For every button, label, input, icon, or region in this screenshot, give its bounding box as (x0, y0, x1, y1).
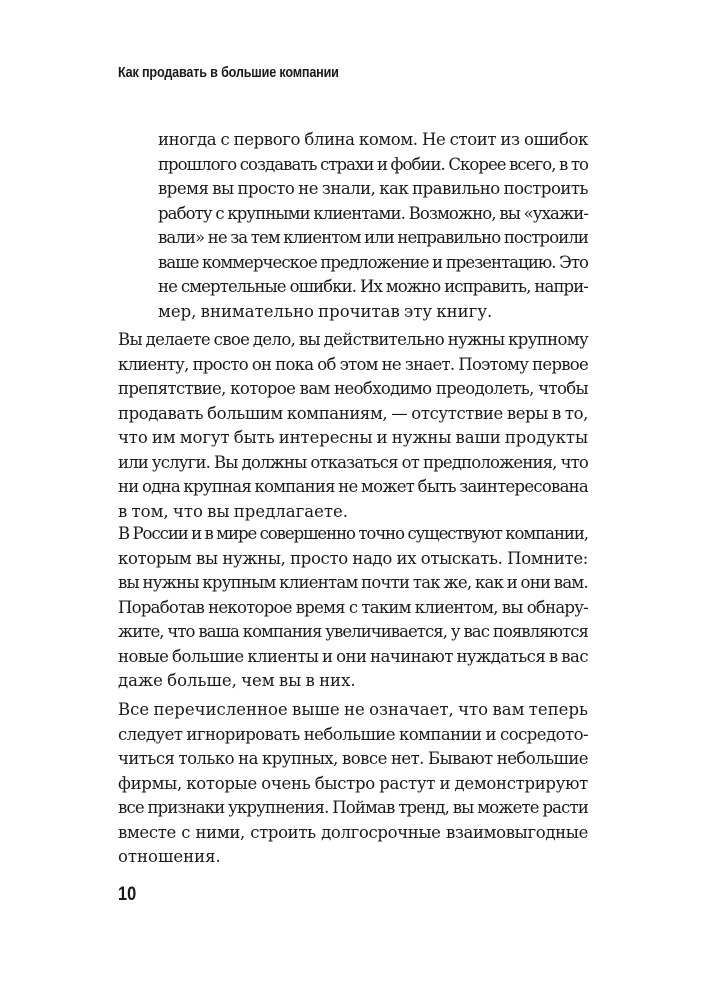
page-number: 10 (118, 884, 137, 905)
text-line: что им могут быть интересны и нужны ваши продукты (118, 428, 588, 447)
text-line: ни одна крупная компания не может быть заинтересована (118, 477, 588, 496)
text-line: Вы делаете свое дело, вы действительно нужны крупному (118, 330, 588, 349)
text-line: клиенту, просто он пока об этом не знает. Поэтому первое (118, 354, 588, 374)
text-line: или услуги. Вы должны отказаться от предположения, что (118, 452, 588, 472)
text-line: вы нужны крупным клиентам почти так же, как и они вам. (118, 573, 588, 592)
indented-quote-block (158, 128, 588, 324)
text-line: читься только на крупных, вовсе нет. Бывают небольшие (118, 749, 588, 768)
text-line: не смертельные ошибки. Их можно исправить, напри- (158, 277, 588, 296)
text-line: вали» не за тем клиентом или неправильно построили (158, 228, 588, 247)
running-title: Как продавать в большие компании (118, 64, 339, 81)
text-line: иногда с первого блина комом. Не стоит из ошибок (158, 130, 588, 149)
text-line: отношения. (118, 847, 221, 866)
text-line: все признаки укрупнения. Поймав тренд, вы можете расти (118, 798, 588, 817)
text-line: даже больше, чем вы в них. (118, 671, 356, 690)
text-line: фирмы, которые очень быстро растут и демонстрируют (118, 773, 588, 793)
text-line: В России и в мире совершенно точно существуют компании, (118, 524, 588, 543)
text-line: ваше коммерческое предложение и презентацию. Это (158, 252, 588, 272)
text-line: Поработав некоторое время с таким клиентом, вы обнару- (118, 597, 588, 617)
text-line: препятствие, которое вам необходимо преодолеть, чтобы (118, 379, 588, 398)
text-line: продавать большим компаниям, — отсутствие веры в то, (118, 403, 588, 423)
text-line: вместе с ними, строить долгосрочные взаимовыгодные (118, 822, 588, 842)
text-line: жите, что ваша компания увеличивается, у вас появляются (118, 622, 588, 641)
text-line: Все перечисленное выше не означает, что вам теперь (118, 700, 588, 719)
text-line: мер, внимательно прочитав эту книгу. (158, 301, 493, 321)
text-line: которым вы нужны, просто надо их отыскать. Помните: (118, 548, 588, 568)
text-line: время вы просто не знали, как правильно построить (158, 179, 588, 198)
text-line: новые большие клиенты и они начинают нуждаться в вас (118, 646, 589, 666)
text-line: следует игнорировать небольшие компании и сосредото- (118, 724, 588, 744)
text-line: в том, что вы предлагаете. (118, 501, 348, 521)
text-line: прошлого создавать страхи и фобии. Скорее всего, в то (158, 154, 588, 174)
paragraph-3 (118, 698, 588, 870)
paragraph-2 (118, 522, 588, 694)
paragraph-1 (118, 328, 588, 524)
text-line: работу с крупными клиентами. Возможно, вы «ухажи- (158, 203, 588, 223)
